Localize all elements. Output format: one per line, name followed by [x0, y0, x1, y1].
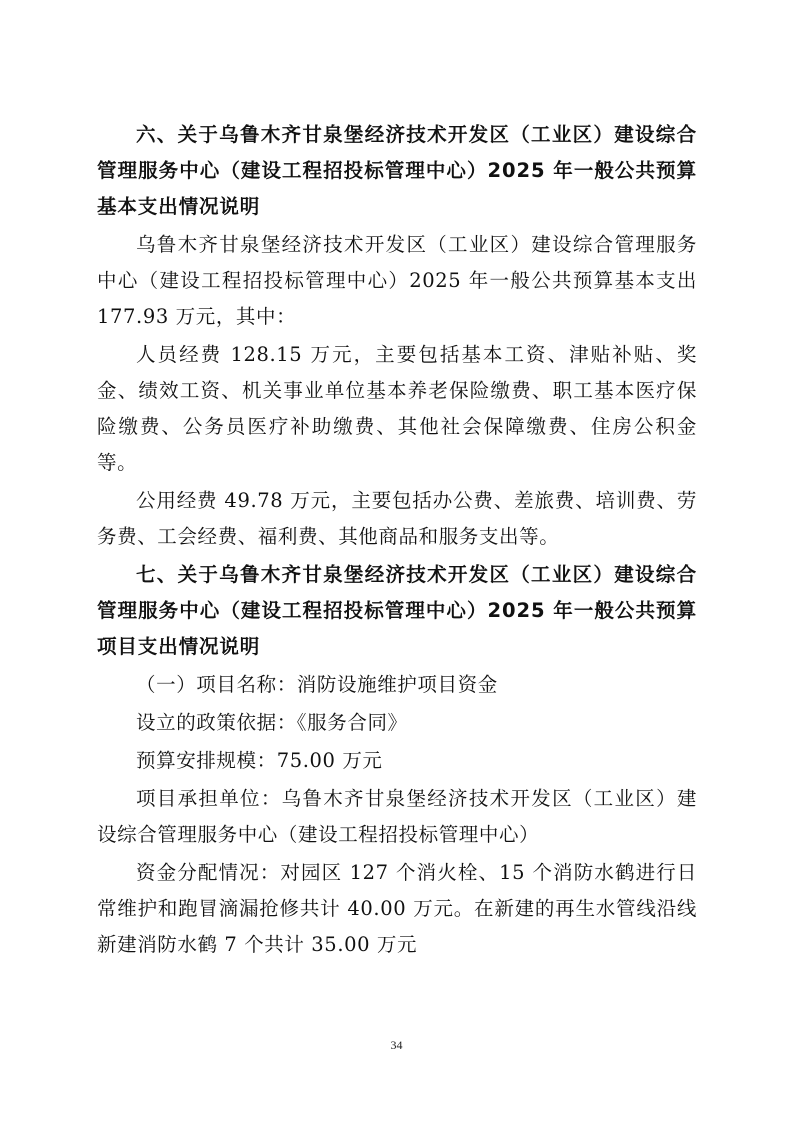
section-7-undertaking-unit: 项目承担单位：乌鲁木齐甘泉堡经济技术开发区（工业区）建设综合管理服务中心（建设工程招投标管理中心） [97, 787, 697, 846]
section-7-project-name: （一）项目名称：消防设施维护项目资金 [136, 673, 498, 696]
section-6-summary: 乌鲁木齐甘泉堡经济技术开发区（工业区）建设综合管理服务中心（建设工程招投标管理中心）2025 年一般公共预算基本支出 177.93 万元，其中： [97, 233, 697, 328]
section-7-fund-allocation: 资金分配情况：对园区 127 个消火栓、15 个消防水鹤进行日常维护和跑冒滴漏抢修共计 40.00 万元。在新建的再生水管线沿线新建消防水鹤 7 个共计 35.00 万元 [97, 861, 697, 956]
section-7-budget-scale: 预算安排规模：75.00 万元 [136, 749, 383, 772]
section-7-policy-basis: 设立的政策依据：《服务合同》 [136, 711, 408, 734]
section-6-public-expenses: 公用经费 49.78 万元，主要包括办公费、差旅费、培训费、劳务费、工会经费、福利费、其他商品和服务支出等。 [97, 489, 697, 548]
page-number: 34 [390, 1038, 403, 1052]
section-7-heading: 七、关于乌鲁木齐甘泉堡经济技术开发区（工业区）建设综合管理服务中心（建设工程招投标管理中心）2025 年一般公共预算项目支出情况说明 [97, 563, 697, 658]
document-body [97, 117, 697, 963]
section-6-personnel-expenses: 人员经费 128.15 万元，主要包括基本工资、津贴补贴、奖金、绩效工资、机关事业单位基本养老保险缴费、职工基本医疗保险缴费、公务员医疗补助缴费、其他社会保障缴费、住房公积金等。 [97, 343, 697, 474]
section-6-heading: 六、关于乌鲁木齐甘泉堡经济技术开发区（工业区）建设综合管理服务中心（建设工程招投标管理中心）2025 年一般公共预算基本支出情况说明 [97, 123, 697, 218]
